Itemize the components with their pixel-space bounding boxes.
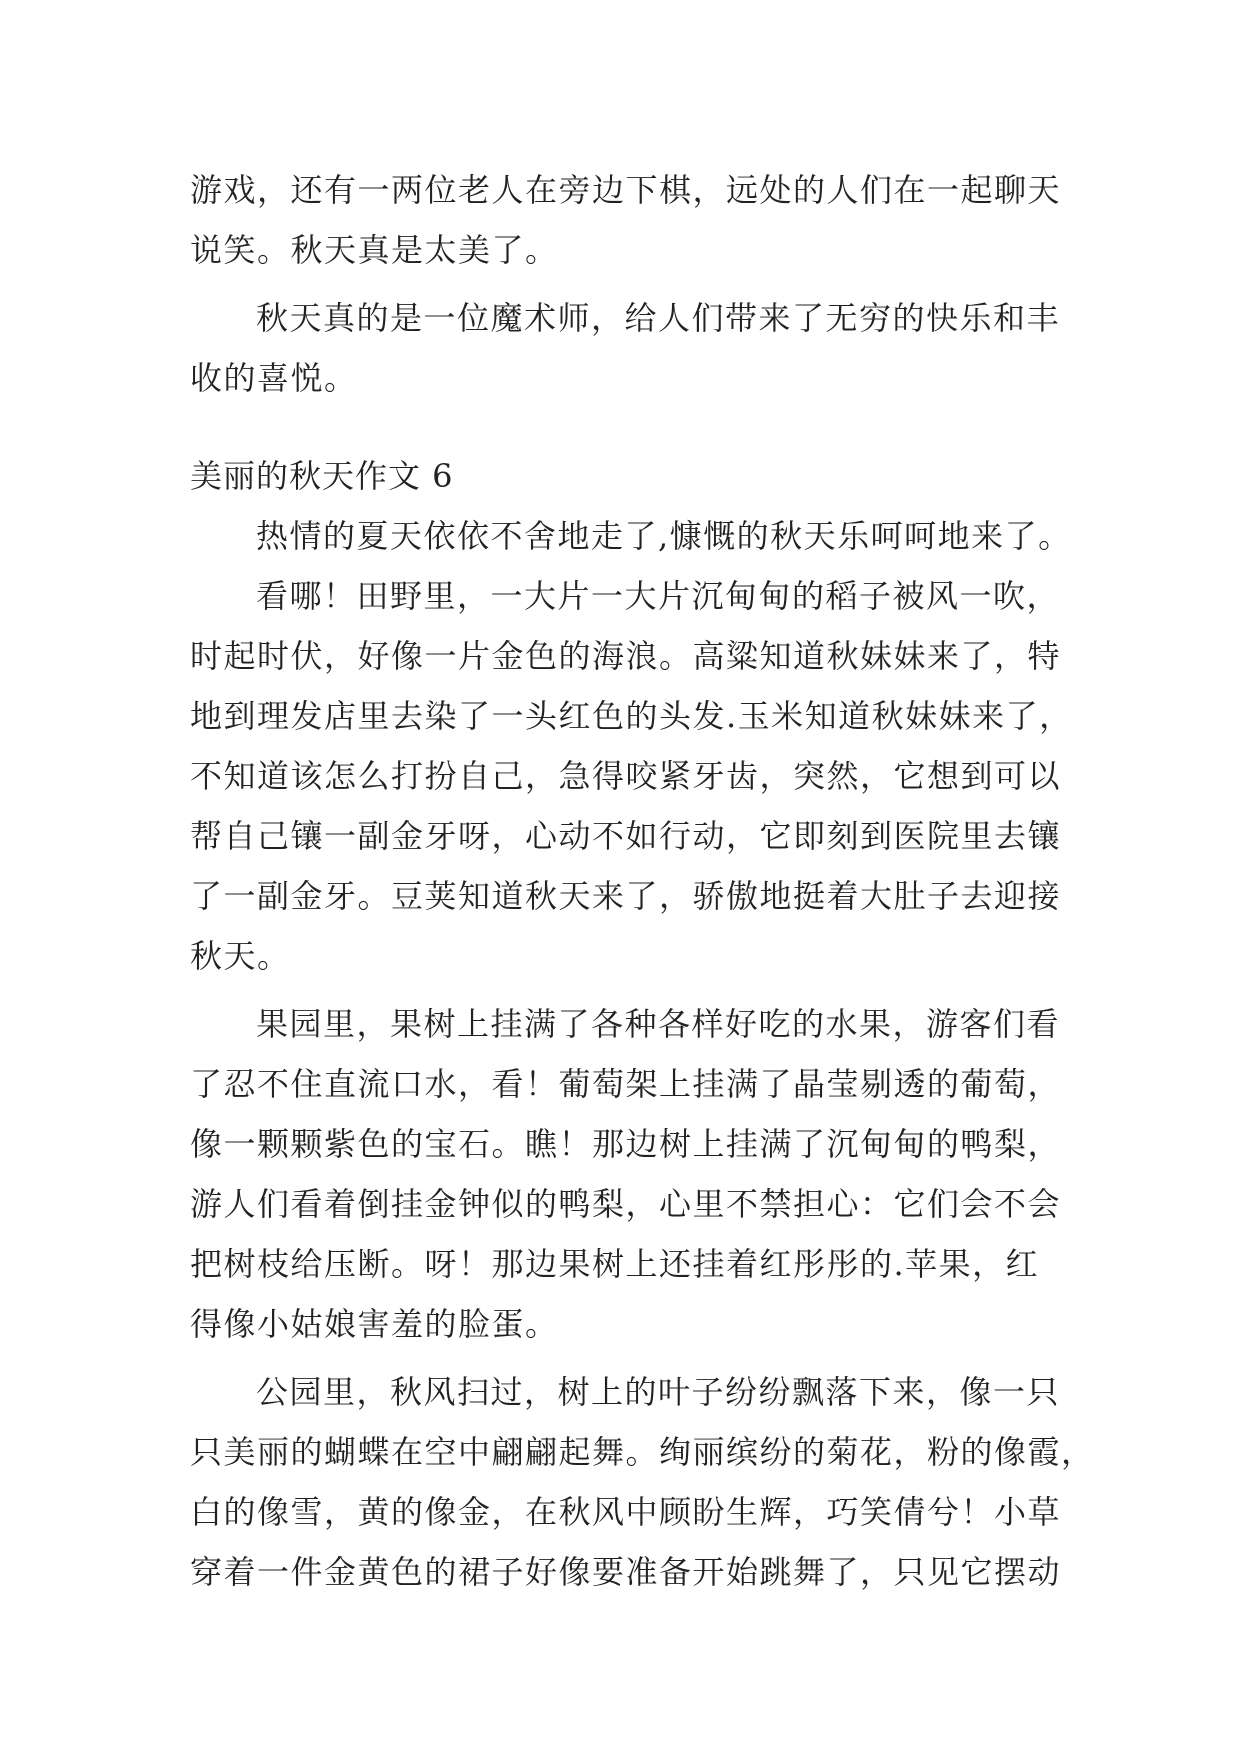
text-line: 像一颗颗紫色的宝石。瞧！那边树上挂满了沉甸甸的鸭梨， <box>190 1125 1062 1163</box>
text-line: 把树枝给压断。呀！那边果树上还挂着红彤彤的.苹果，红 <box>190 1245 1040 1283</box>
paragraph-summer-autumn <box>190 506 1070 566</box>
paragraph-magician <box>190 288 1070 408</box>
text-line: 白的像雪，黄的像金，在秋风中顾盼生辉，巧笑倩兮！小草 <box>190 1493 1062 1531</box>
text-line: 游戏，还有一两位老人在旁边下棋，远处的人们在一起聊天 <box>190 171 1062 209</box>
document-page <box>190 160 1095 1602</box>
text-line: 不知道该怎么打扮自己，急得咬紧牙齿，突然，它想到可以 <box>190 757 1062 795</box>
text-line: 了一副金牙。豆荚知道秋天来了，骄傲地挺着大肚子去迎接 <box>190 877 1062 915</box>
text-line: 时起时伏，好像一片金色的海浪。高粱知道秋妹妹来了，特 <box>190 637 1062 675</box>
paragraph-orchard <box>190 994 1070 1354</box>
text-line: 只美丽的蝴蝶在空中翩翩起舞。绚丽缤纷的菊花，粉的像霞， <box>190 1433 1095 1471</box>
text-line: 帮自己镶一副金牙呀，心动不如行动，它即刻到医院里去镶 <box>190 817 1062 855</box>
text-line: 得像小姑娘害羞的脸蛋。 <box>190 1305 559 1343</box>
text-line: 说笑。秋天真是太美了。 <box>190 231 559 269</box>
text-line: 穿着一件金黄色的裙子好像要准备开始跳舞了，只见它摆动 <box>190 1553 1062 1591</box>
text-line: 了忍不住直流口水，看！葡萄架上挂满了晶莹剔透的葡萄， <box>190 1065 1062 1103</box>
text-line: 看哪！田野里，一大片一大片沉甸甸的稻子被风一吹， <box>256 577 1061 615</box>
text-line: 秋天。 <box>190 937 291 975</box>
text-line: 收的喜悦。 <box>190 359 358 397</box>
paragraph-park <box>190 1362 1095 1602</box>
text-line: 地到理发店里去染了一头红色的头发.玉米知道秋妹妹来了， <box>190 697 1073 735</box>
text-line: 公园里，秋风扫过，树上的叶子纷纷飘落下来，像一只 <box>256 1373 1061 1411</box>
text-line: 果园里，果树上挂满了各种各样好吃的水果，游客们看 <box>256 1005 1061 1043</box>
essay-title: 美丽的秋天作文 6 <box>190 457 454 495</box>
text-line: 秋天真的是一位魔术师，给人们带来了无穷的快乐和丰 <box>256 299 1061 337</box>
paragraph-previous-continued <box>190 160 1070 280</box>
paragraph-fields <box>190 566 1073 986</box>
text-line: 热情的夏天依依不舍地走了,慷慨的秋天乐呵呵地来了。 <box>256 517 1072 555</box>
text-line: 游人们看着倒挂金钟似的鸭梨，心里不禁担心：它们会不会 <box>190 1185 1062 1223</box>
